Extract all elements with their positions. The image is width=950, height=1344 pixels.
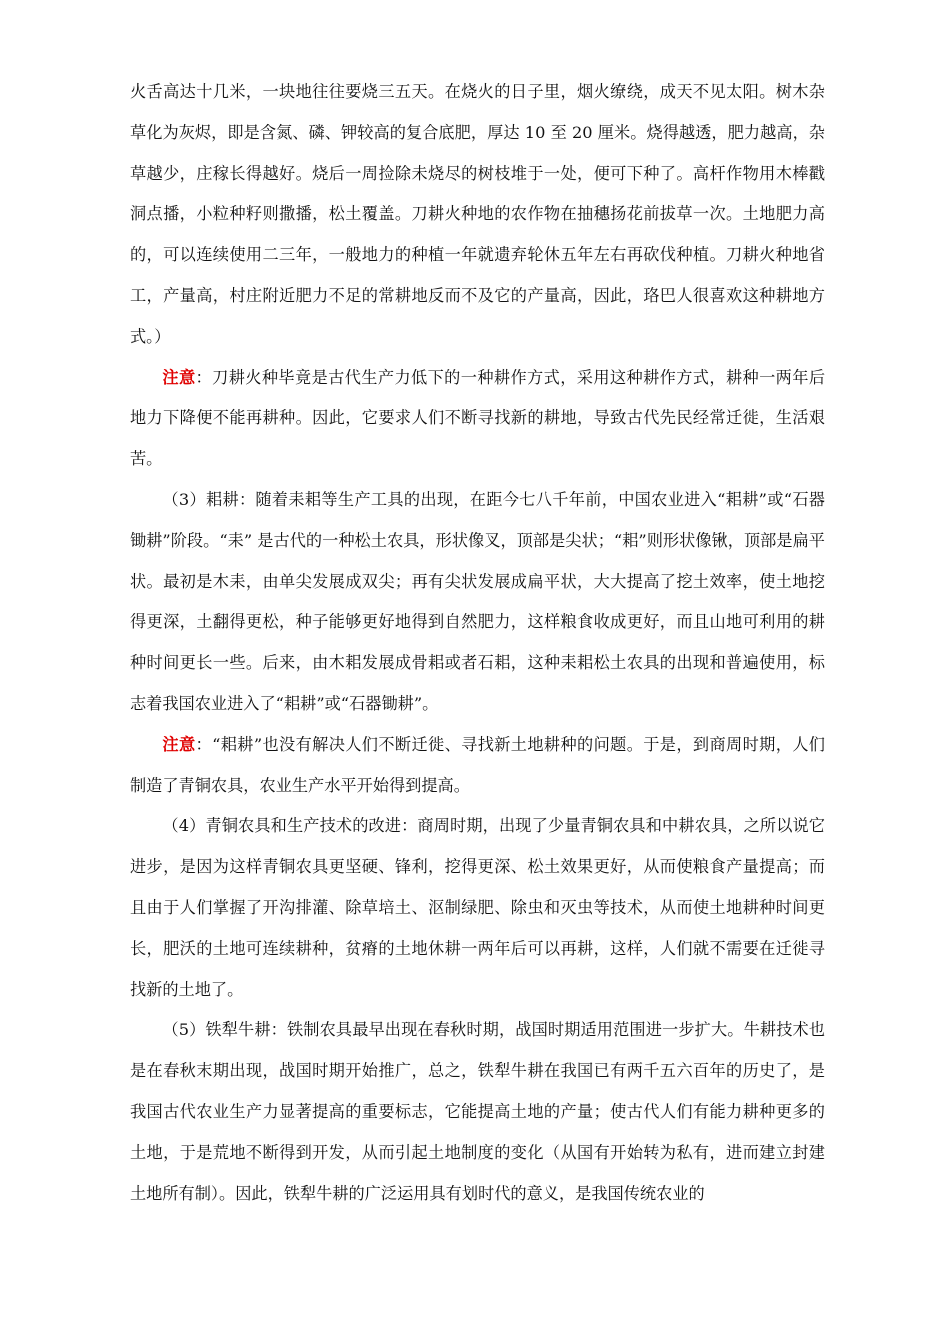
paragraph-text: （3）耜耕：随着耒耜等生产工具的出现，在距今七八千年前，中国农业进入“耜耕”或“石器锄耕”阶段。“耒” 是古代的一种松土农具，形状像叉，顶部是尖状；“耜”则形状像锹，顶部是扁平状。最初是木耒，由单尖发展成双尖；再有尖状发展成扁平状，大大提高了挖土效率，使土地挖得更深，土翻得更松，种子能够更好地得到自然肥力，这样粮食收成更好，而且山地可利用的耕种时间更长一些。后来，由木耜发展成骨耜或者石耜，这种耒耜松土农具的出现和普遍使用，标志着我国农业进入了“耜耕”或“石器锄耕”。 <box>130 489 825 713</box>
paragraph-iron-plough-ox <box>130 1010 825 1214</box>
paragraph-slash-and-burn-continued <box>130 72 825 358</box>
note-si-ploughing <box>130 725 825 807</box>
paragraph-text: （5）铁犁牛耕：铁制农具最早出现在春秋时期，战国时期适用范围进一步扩大。牛耕技术也是在春秋末期出现，战国时期开始推广，总之，铁犁牛耕在我国已有两千五六百年的历史了，是我国古代农业生产力显著提高的重要标志，它能提高土地的产量；使古代人们有能力耕种更多的土地，于是荒地不断得到开发，从而引起土地制度的变化（从国有开始转为私有，进而建立封建土地所有制）。因此，铁犁牛耕的广泛运用具有划时代的意义，是我国传统农业的 <box>130 1020 825 1203</box>
document-page <box>130 72 825 1214</box>
paragraph-text: （4）青铜农具和生产技术的改进：商周时期，出现了少量青铜农具和中耕农具，之所以说它进步，是因为这样青铜农具更坚硬、锋利，挖得更深、松土效果更好，从而使粮食产量提高；而且由于人们掌握了开沟排灌、除草培土、沤制绿肥、除虫和灭虫等技术，从而使土地耕种时间更长，肥沃的土地可连续耕种，贫瘠的土地休耕一两年后可以再耕，这样，人们就不需要在迁徙寻找新的土地了。 <box>130 816 825 999</box>
note-label: 注意 <box>162 367 196 387</box>
note-slash-and-burn <box>130 358 825 480</box>
paragraph-bronze-tools <box>130 806 825 1010</box>
note-label: 注意 <box>162 734 196 754</box>
paragraph-text: 火舌高达十几米，一块地往往要烧三五天。在烧火的日子里，烟火缭绕，成天不见太阳。树木杂草化为灰烬，即是含氮、磷、钾较高的复合底肥，厚达 10 至 20 厘米。烧得越透，肥力越高，杂草越少，庄稼长得越好。烧后一周捡除未烧尽的树枝堆于一处，便可下种了。高杆作物用木棒戳洞点播，小粒种籽则撒播，松土覆盖。刀耕火种地的农作物在抽穗扬花前拔草一次。土地肥力高的，可以连续使用二三年，一般地力的种植一年就遗弃轮休五年左右再砍伐种植。刀耕火种地省工，产量高，村庄附近肥力不足的常耕地反而不及它的产量高，因此，珞巴人很喜欢这种耕地方式。） <box>130 82 825 346</box>
paragraph-text: ：“耜耕”也没有解决人们不断迁徙、寻找新土地耕种的问题。于是，到商周时期，人们制造了青铜农具，农业生产水平开始得到提高。 <box>130 734 825 795</box>
paragraph-si-ploughing <box>130 480 825 725</box>
paragraph-text: ：刀耕火种毕竟是古代生产力低下的一种耕作方式，采用这种耕作方式，耕种一两年后地力下降便不能再耕种。因此，它要求人们不断寻找新的耕地，导致古代先民经常迁徙，生活艰苦。 <box>130 367 826 469</box>
